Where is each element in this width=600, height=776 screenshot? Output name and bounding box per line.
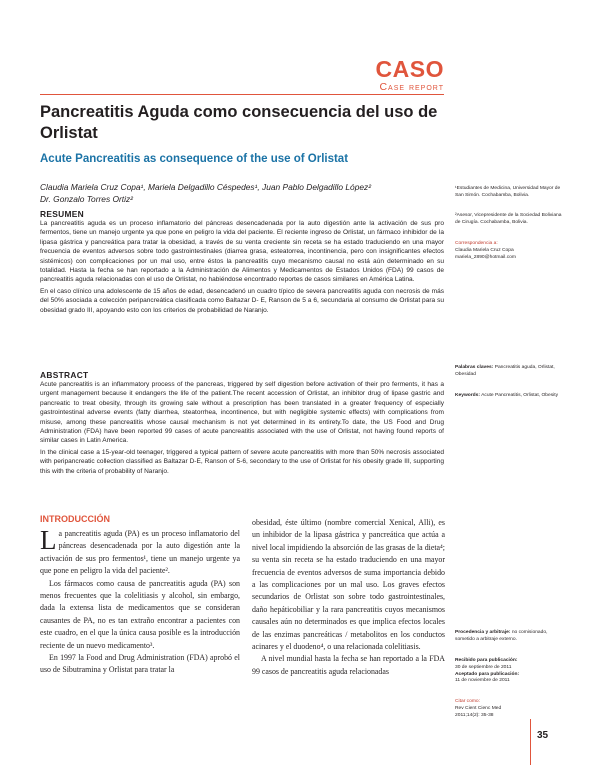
received-label: Recibido para publicación: [455, 658, 518, 663]
affiliation-1: ¹Estudiantes de Medicina, Universidad Mayor de San Simón. Cochabamba, Bolivia. [455, 186, 561, 198]
intro-paragraph-5: A nivel mundial hasta la fecha se han reportado a la FDA 99 casos de pancreatitis aguda relacionadas [252, 654, 445, 676]
drop-cap: L [40, 525, 57, 555]
article-title: Pancreatitis Aguda como consecuencia del uso de Orlistat [40, 103, 438, 142]
body-column-1 [40, 525, 240, 677]
author-list [40, 182, 440, 205]
intro-paragraph-4: obesidad, éste último (nombre comercial Xenical, Alli), es un inhibidor de la lipasa gástrica y pancreática que actúa a nivel local impidiendo la absorción de las grasas de la dieta⁴; su venta sin receta se ha estado traduciendo en una mayor frecuencia de eventos adversos de suma importancia debido a las complicaciones por un mal uso. Los graves efectos secundarios de Orlistat son sobre todo gastrointestinales, daño hepáticobiliar y la rara pancreatitis cuyos mecanismos causales aún no determinados es que implica efectos locales de las enzimas pancreáticas / metabolitos en los conductos acinares y el duodeno⁴, o una relacionada colelitiasis. [252, 518, 445, 652]
citation-label: Citar como: [455, 699, 481, 704]
resumen-paragraph-1: La pancreatitis aguda es un proceso inflamatorio del páncreas desencadenada por la auto digestión ante la activación de sus pro fermentos, tiene un manejo urgente ya que pone en peligro la vida del paciente. El reciente ingreso de Orlistat, un fármaco inhibidor de la lipasa gástrica y pancreática para tratar la obesidad, a través de su venta creciente sin receta se ha estado traduciendo en una mayor frecuencia de eventos adversos sobre todo gastrointestinales (diarrea grasa, esteatorrea, incontinencia, pero con insignificantes efectos sistémicos) con complicaciones por un mal uso, entre éstos la pancreatitis cuyo mecanismo causal no está aún determinado en su totalidad. Hasta la fecha se han reportado a la Administración de Alimentos y Medicamentos de Estados Unidos (FDA) 99 casos de pancreatitis aguda relacionadas con el uso de Orlistat, no habiéndose encontrado reportes de casos similares en América Latina. [40, 220, 444, 284]
author-line-2: Dr. Gonzalo Torres Ortiz² [40, 193, 133, 204]
introduction-heading: INTRODUCCIÓN [40, 514, 110, 524]
section-sublabel: Case report [379, 81, 444, 93]
footer-rule [530, 719, 531, 765]
abstract-paragraph-2: In the clinical case a 15-year-old teenager, triggered a typical pattern of severe acute pancreatitis with more than 50% necrosis associated with peripancreatic collection classified as Baltazar D-E, Ranson of 5-6, secondary to the use of Orlistat for his obesity grade III, supporting this with the criteria of probability of Naranjo. [40, 448, 444, 475]
resumen-heading: RESUMEN [40, 209, 84, 219]
article-dates [455, 658, 567, 685]
keywords-es-label: Palabras claves: [455, 365, 494, 370]
resumen-paragraph-2: En el caso clínico una adolescente de 15 años de edad, desencadenó un cuadro típico de severa pancreatitis aguda con necrosis de más del 50% asociada a colección peripancreática clasificada como Baltazar D- E, Ranson de 5 a 6, secundaria al consumo de Orlistat para su obesidad grado III, apoyando esto con los criterios de probabilidad de Naranjo. [40, 287, 444, 314]
accepted-label: Aceptado para publicación: [455, 671, 520, 677]
abstract-section [40, 370, 444, 476]
header-rule [40, 94, 444, 95]
accepted-date: 11 de noviembre de 2011 [455, 678, 510, 684]
provenance-label: Procedencia y arbitraje: [455, 630, 511, 635]
intro-paragraph-1: a pancreatitis aguda (PA) es un proceso inflamatorio del páncreas desencadenada por la auto digestión ante la activación de sus pro fermentos¹, tiene un manejo urgente ya que pone en peligro la vida del paciente². [40, 529, 240, 576]
correspondence-email: mariela_2890@hotmail.com [455, 254, 516, 260]
keywords-en-value: Acute Pancreatitis, Orlistat, Obesity [481, 393, 559, 398]
keywords-es [455, 365, 567, 379]
citation-journal: Rev Cient Cienc Med [455, 705, 502, 711]
author-line-1: Claudia Mariela Cruz Copa¹, Mariela Delgadillo Céspedes¹, Juan Pablo Delgadillo López² [40, 182, 371, 192]
correspondence-label: Correspondencia a: [455, 241, 498, 246]
abstract-paragraph-1: Acute pancreatitis is an inflammatory process of the pancreas, triggered by self digestion before activation of their pro ferments, it has a urgent management because it endangers the life of the patient.The recent accession of Orlistat, an inhibitor drug of lipase gastric and pancreatic to treat obesity, through its growing sale without a prescription has been translated in a greater frequency of especially gastrointestinal adverse events (fatty diarrhea, steatorrhea, incontinence, but with negligible systemic effects) with complications from misuse, among these pancreatitis whose causal mechanism is not yet determined in its entirety.To date, the US Food and Drug Administration (FDA) have been reported 99 cases of acute pancreatitis associated with the use of Orlistat, not having found reports of similar cases in Latin America. [40, 381, 444, 445]
affiliation-2: ²Asesor, Vicepresidente de la Sociedad Boliviana de Cirugía. Cochabamba, Bolivia. [455, 213, 562, 225]
provenance-value: no comisionado, sometido a arbitraje externo. [455, 630, 548, 642]
article-provenance [455, 630, 567, 644]
section-label: CASO [375, 56, 444, 82]
resumen-section [40, 209, 444, 315]
page-number: 35 [537, 730, 549, 741]
correspondence-name: Claudia Mariela Cruz Copa [455, 247, 514, 253]
keywords-en-label: Keywords: [455, 393, 481, 398]
intro-paragraph-2: Los fármacos como causa de pancreatitis aguda (PA) son menos frecuentes que la colelitiasis y alcohol, sin embargo, dada la extensa lista de medicamentos que se consideran causantes de PA, no es tan extraño encontrar a pacientes con este cuadro, en el que la única causa posible es la introducción reciente de un nuevo medicamento³. [40, 578, 240, 650]
article-subtitle: Acute Pancreatitis as consequence of the use of Orlistat [40, 153, 349, 165]
body-column-2 [252, 517, 445, 678]
correspondence [455, 241, 567, 261]
abstract-heading: ABSTRACT [40, 370, 89, 380]
keywords-es-value: Pancreatitis aguda, Orlistat, Obesidad [455, 365, 555, 377]
citation-volume: 2011;14(2): 35-38 [455, 712, 494, 718]
intro-paragraph-3: En 1997 la Food and Drug Administration (FDA) aprobó el uso de Sibutramina y Orlistat para tratar la [40, 653, 240, 675]
received-date: 30 de septiembre de 2011 [455, 664, 512, 670]
citation [455, 699, 567, 719]
keywords-en [455, 393, 567, 400]
